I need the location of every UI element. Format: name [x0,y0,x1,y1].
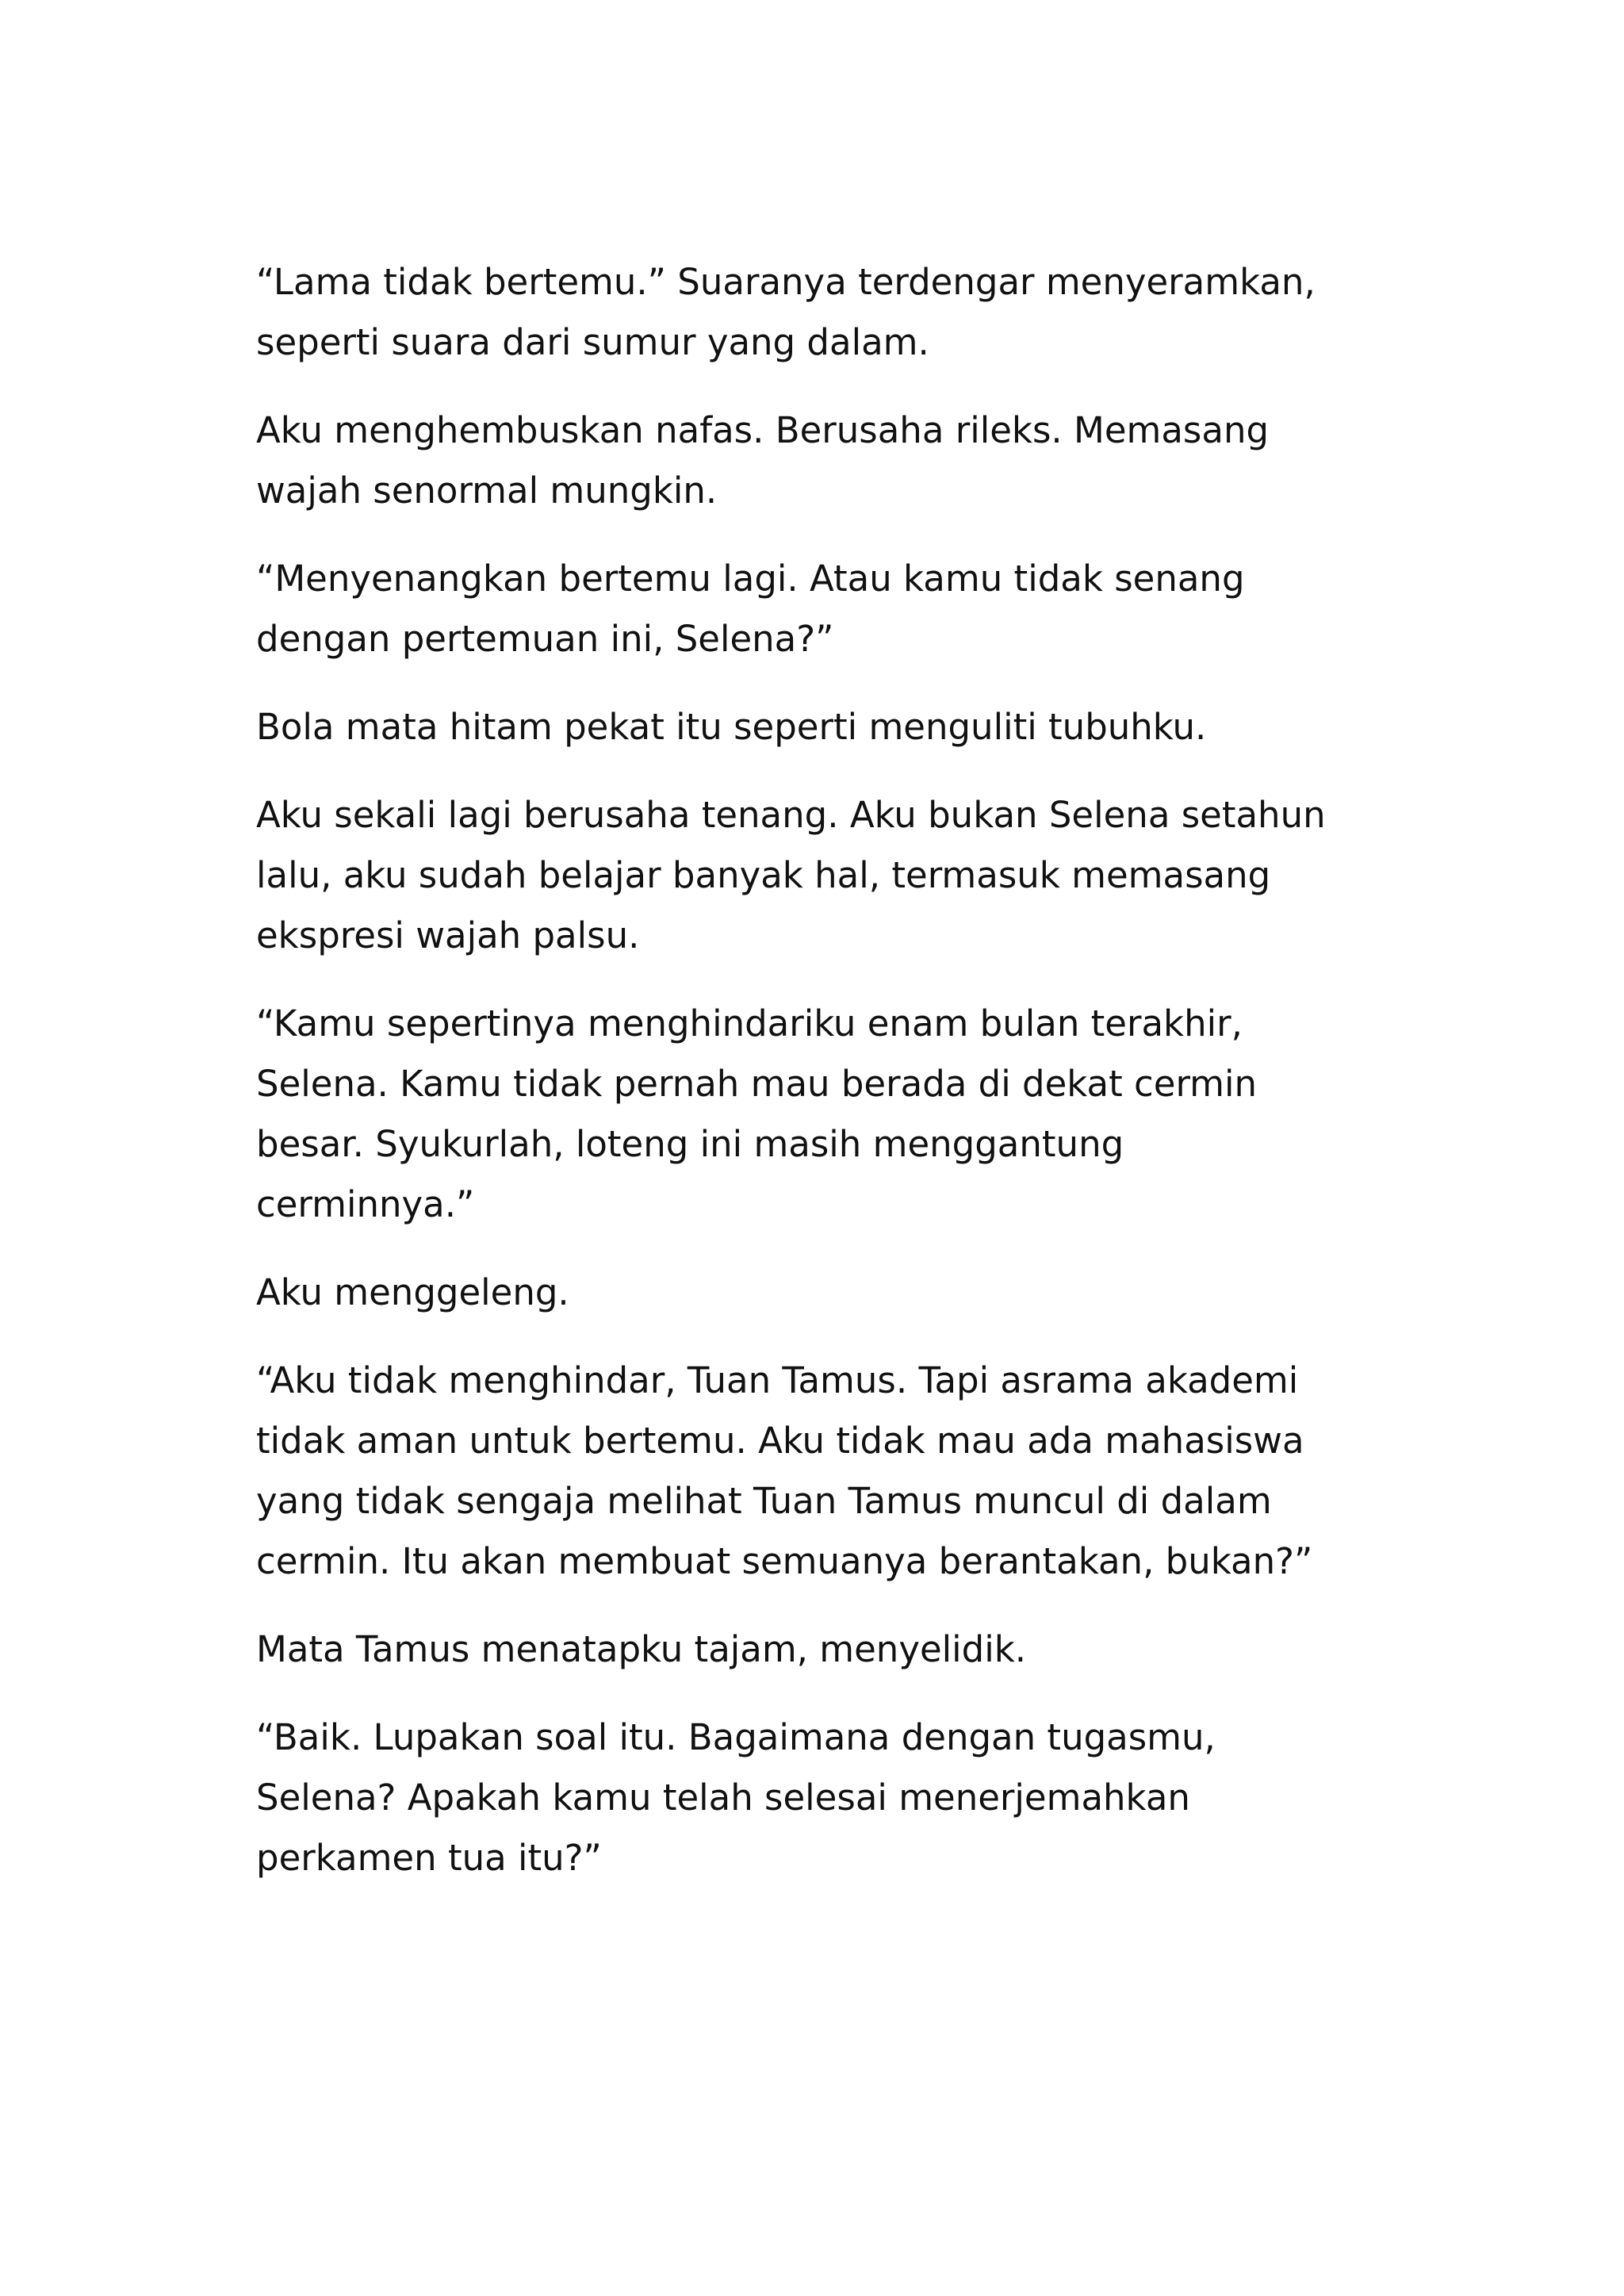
paragraph: “Baik. Lupakan soal itu. Bagaimana dengan tugasmu, Selena? Apakah kamu telah selesai menerjemahkan perkamen tua itu?” [256,1716,1216,1879]
paragraph: “Lama tidak bertemu.” Suaranya terdengar menyeramkan, seperti suara dari sumur yang dalam. [256,261,1316,363]
body-text [256,252,1422,1888]
paragraph: Aku menghembuskan nafas. Berusaha rileks. Memasang wajah senormal mungkin. [256,409,1270,512]
paragraph: “Kamu sepertinya menghindariku enam bulan terakhir, Selena. Kamu tidak pernah mau berada di dekat cermin besar. Syukurlah, loteng ini masih menggantung cerminnya.” [256,1002,1258,1225]
paragraph: Mata Tamus menatapku tajam, menyelidik. [256,1628,1027,1670]
paragraph: Aku menggeleng. [256,1271,569,1313]
paragraph: Bola mata hitam pekat itu seperti menguliti tubuhku. [256,706,1207,748]
paragraph: Aku sekali lagi berusaha tenang. Aku bukan Selena setahun lalu, aku sudah belajar banyak hal, termasuk memasang ekspresi wajah palsu. [256,794,1326,956]
paragraph: “Aku tidak menghindar, Tuan Tamus. Tapi asrama akademi tidak aman untuk bertemu. Aku tidak mau ada mahasiswa yang tidak sengaja melihat Tuan Tamus muncul di dalam cermin. Itu akan membuat semuanya berantakan, bukan?” [256,1359,1313,1582]
paragraph: “Menyenangkan bertemu lagi. Atau kamu tidak senang dengan pertemuan ini, Selena?” [256,558,1245,660]
